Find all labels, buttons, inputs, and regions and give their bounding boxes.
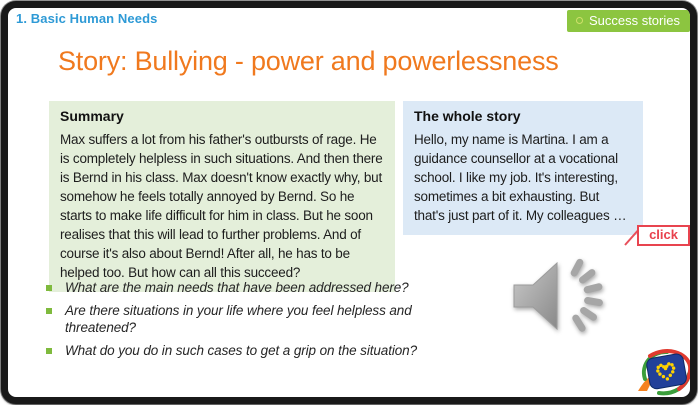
list-item <box>46 279 452 296</box>
square-bullet-icon <box>46 308 52 314</box>
click-button[interactable]: click <box>637 225 690 246</box>
square-bullet-icon <box>46 348 52 354</box>
success-stories-button[interactable] <box>567 10 690 32</box>
question-text: Are there situations in your life where you feel helpless and threatened? <box>65 303 412 335</box>
story-heading: The whole story <box>414 108 521 124</box>
page-title: Story: Bullying - power and powerlessness <box>58 46 559 76</box>
heart-stars-logo <box>636 348 694 396</box>
summary-box <box>49 101 395 292</box>
slide <box>1 1 697 404</box>
list-item <box>46 302 452 336</box>
question-text: What do you do in such cases to get a grip on the situation? <box>65 343 417 358</box>
questions-list <box>46 279 452 365</box>
list-item <box>46 342 452 359</box>
question-text: What are the main needs that have been addressed here? <box>65 280 409 295</box>
success-stories-label: Success stories <box>588 13 680 28</box>
summary-text: Max suffers a lot from his father's outbursts of rage. He is completely helpless in such situations. And then there is Bernd in his class. Max doesn't know exactly why, but somehow he feels totally annoyed by Bernd. So he starts to make life difficult for him in class. But he soon realises that this will lead to further problems. And of course it's also about Bernd! After all, he has to be helped too. But how can all this succeed? <box>60 132 383 280</box>
speaker-icon[interactable] <box>506 254 626 344</box>
breadcrumb: 1. Basic Human Needs <box>16 11 158 26</box>
square-bullet-icon <box>46 285 52 291</box>
summary-heading: Summary <box>60 108 124 124</box>
circle-outline-icon <box>576 17 583 24</box>
story-text: Hello, my name is Martina. I am a guidance counsellor at a vocational school. I like my job. It's interesting, sometimes a bit exhausting. But that's just part of it. My colleagues … <box>414 132 627 223</box>
whole-story-box <box>403 101 643 235</box>
